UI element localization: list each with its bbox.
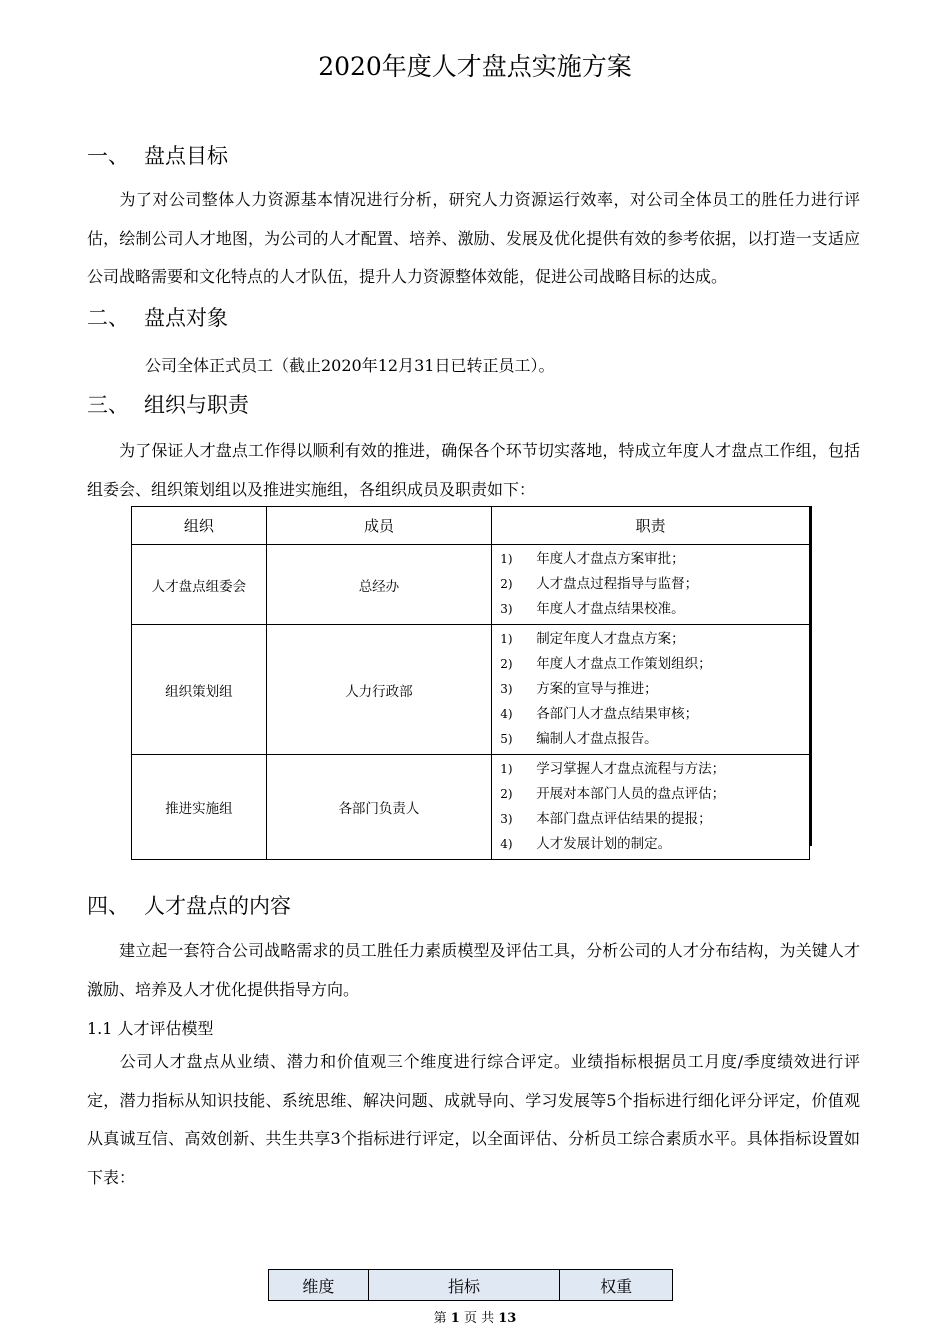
section-number: 四、 [87, 894, 129, 918]
member-cell: 人力行政部 [266, 625, 491, 755]
table-header-row [269, 1270, 673, 1301]
duty-item: 1) 年度人才盘点方案审批； [500, 551, 685, 567]
header-dimension: 维度 [269, 1270, 369, 1301]
header-weight: 权重 [560, 1270, 673, 1301]
org-cell: 组织策划组 [132, 625, 267, 755]
duty-item: 3) 年度人才盘点结果校准。 [500, 601, 685, 617]
indicator-table [268, 1269, 673, 1301]
duty-item: 4) 各部门人才盘点结果审核； [500, 706, 699, 722]
paragraph-content: 建立起一套符合公司战略需求的员工胜任力素质模型及评估工具，分析公司的人才分布结构，为关键人才激励、培养及人才优化提供指导方向。 [87, 941, 860, 999]
header-indicator: 指标 [368, 1270, 560, 1301]
duty-item: 2) 年度人才盘点工作策划组织； [500, 656, 712, 672]
org-cell: 人才盘点组委会 [132, 545, 267, 625]
paragraph-org: 为了保证人才盘点工作得以顺利有效的推进，确保各个环节切实落地，特成立年度人才盘点工作组，包括组委会、组织策划组以及推进实施组，各组织成员及职责如下： [87, 441, 860, 499]
section-heading-3 [87, 389, 249, 419]
member-cell: 总经办 [266, 545, 491, 625]
section-title: 盘点目标 [144, 144, 228, 168]
section-number: 二、 [87, 306, 129, 330]
header-org: 组织 [132, 507, 267, 545]
section-number: 三、 [87, 393, 129, 417]
duty-item: 1) 学习掌握人才盘点流程与方法； [500, 761, 726, 777]
member-cell: 各部门负责人 [266, 755, 491, 860]
duty-cell [492, 755, 810, 860]
header-member: 成员 [266, 507, 491, 545]
org-responsibility-table [131, 506, 810, 860]
duty-cell [492, 545, 810, 625]
section-heading-1 [87, 140, 228, 170]
table-row [132, 625, 810, 755]
duty-item: 3) 方案的宣导与推进； [500, 681, 658, 697]
table-row [132, 755, 810, 860]
duty-item: 5) 编制人才盘点报告。 [500, 731, 658, 747]
section-title: 人才盘点的内容 [144, 894, 291, 918]
org-cell: 推进实施组 [132, 755, 267, 860]
duty-item: 1) 制定年度人才盘点方案； [500, 631, 685, 647]
table-border-shadow [810, 506, 812, 846]
section-heading-4 [87, 890, 291, 920]
section-number: 一、 [87, 144, 129, 168]
table-header-row [132, 507, 810, 545]
section-title: 组织与职责 [144, 393, 249, 417]
duty-item: 2) 人才盘点过程指导与监督； [500, 576, 699, 592]
section-heading-2 [87, 302, 228, 332]
paragraph-goal: 为了对公司整体人力资源基本情况进行分析，研究人力资源运行效率，对公司全体员工的胜任力进行评估，绘制公司人才地图，为公司的人才配置、培养、激励、发展及优化提供有效的参考依据，以打造一支适应公司战略需要和文化特点的人才队伍，提升人力资源整体效能，促进公司战略目标的达成。 [87, 190, 860, 286]
duty-item: 2) 开展对本部门人员的盘点评估； [500, 786, 726, 802]
subsection-heading: 1.1 人才评估模型 [87, 1019, 214, 1038]
page-footer: 第 1 页 共 13 [433, 1311, 517, 1326]
document-title: 2020年度人才盘点实施方案 [318, 52, 632, 81]
duty-item: 3) 本部门盘点评估结果的提报； [500, 811, 712, 827]
page-number: 1 [450, 1311, 460, 1326]
paragraph-model: 公司人才盘点从业绩、潜力和价值观三个维度进行综合评定。业绩指标根据员工月度/季度绩效进行评定，潜力指标从知识技能、系统思维、解决问题、成就导向、学习发展等5个指标进行细化评分评定，价值观从真诚互信、高效创新、共生共享3个指标进行评定，以全面评估、分析员工综合素质水平。具体指标设置如下表： [87, 1052, 860, 1187]
table-row [132, 545, 810, 625]
page-total: 13 [498, 1311, 517, 1326]
duty-cell [492, 625, 810, 755]
paragraph-target: 公司全体正式员工（截止2020年12月31日已转正员工）。 [145, 356, 555, 375]
section-title: 盘点对象 [144, 306, 228, 330]
duty-item: 4) 人才发展计划的制定。 [500, 836, 672, 852]
header-duty: 职责 [492, 507, 810, 545]
